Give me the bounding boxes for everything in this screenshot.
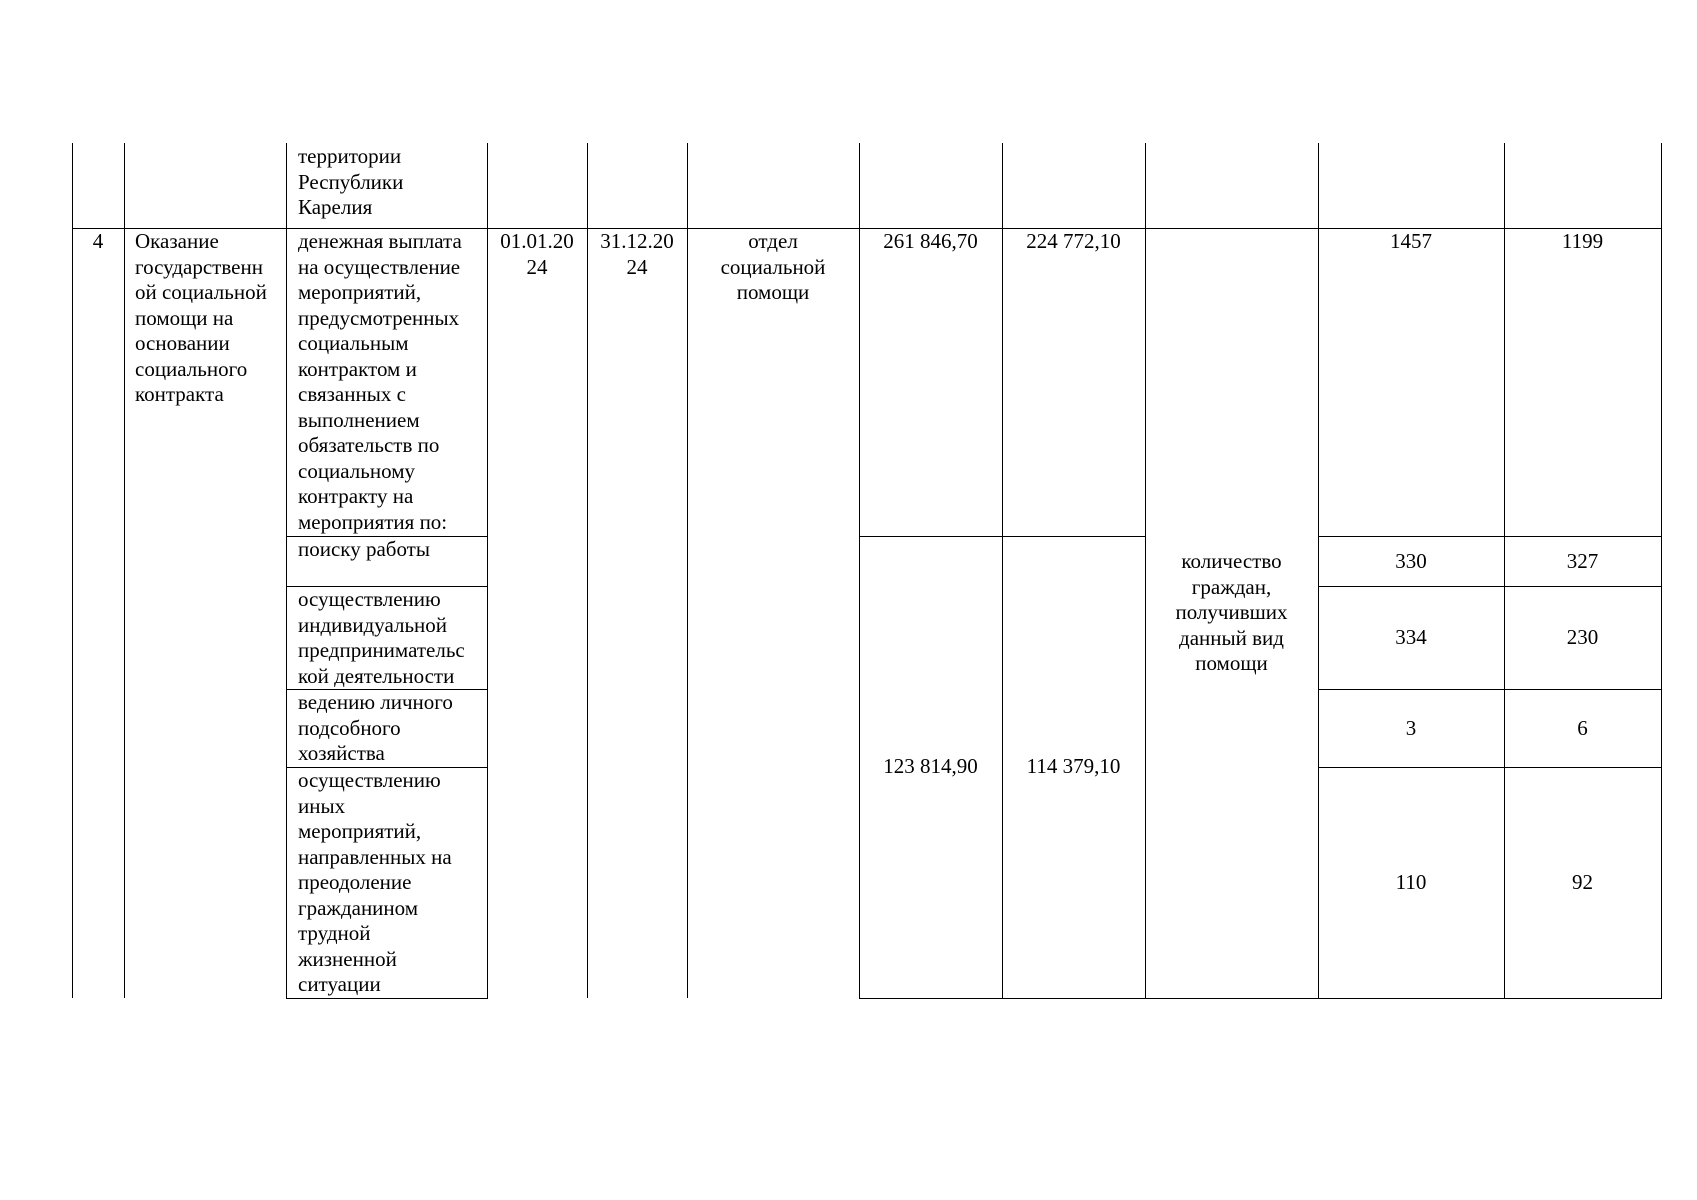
continuation-description: территории Республики Карелия [298, 144, 404, 219]
table-border-right [1661, 143, 1662, 998]
count-divider [1318, 586, 1662, 587]
col-divider [1002, 143, 1003, 998]
subitem-plan: 3 [1405, 716, 1417, 740]
table-border-left [72, 143, 73, 998]
subitem-label: поиску работы [298, 537, 430, 561]
subitem-plan: 334 [1395, 625, 1427, 649]
measure-name: Оказание государственн ой социальной помощи на основании социального контракта [135, 229, 267, 406]
fact-amount-sub: 114 379,10 [1026, 754, 1121, 778]
subitem-fact: 92 [1572, 870, 1593, 894]
amount-bottom [859, 998, 1146, 999]
subrow-bottom [286, 998, 488, 999]
fact-count-total: 1199 [1561, 229, 1604, 253]
executor: отдел социальной помощи [720, 229, 826, 304]
indicator-bottom [1145, 998, 1319, 999]
subitem-fact: 230 [1566, 625, 1599, 649]
plan-count-total: 1457 [1390, 229, 1432, 253]
indicator: количество граждан, получивших данный вид помощи [1175, 549, 1288, 675]
row-number: 4 [92, 229, 104, 253]
subitem-plan: 110 [1395, 870, 1427, 894]
subitem-label: ведению личного подсобного хозяйства [298, 690, 453, 765]
start-date: 01.01.20 24 [500, 229, 574, 279]
count-divider [1318, 536, 1662, 537]
col-divider [124, 143, 125, 998]
subitem-fact: 6 [1577, 716, 1588, 740]
subitem-plan: 330 [1395, 549, 1427, 573]
subitem-label: осуществлению иных мероприятий, направленных на преодоление гражданином трудной жизненной ситуации [298, 768, 452, 996]
subitem-label: осуществлению индивидуальной предпринимательс кой деятельности [298, 587, 465, 688]
count-divider [1318, 767, 1662, 768]
main-description: денежная выплата на осуществление мероприятий, предусмотренных социальным контрактом и связанных с выполнением обязательств по социальному контракту на мероприятия по: [298, 229, 462, 534]
plan-amount-total: 261 846,70 [883, 229, 978, 253]
count-bottom [1318, 998, 1662, 999]
end-date: 31.12.20 24 [600, 229, 674, 279]
amount-divider [859, 536, 1146, 537]
subitem-fact: 327 [1566, 549, 1599, 573]
fact-amount-total: 224 772,10 [1026, 229, 1121, 253]
plan-amount-sub: 123 814,90 [883, 754, 978, 778]
col-divider [859, 143, 860, 998]
col-divider [286, 143, 287, 998]
count-divider [1318, 689, 1662, 690]
